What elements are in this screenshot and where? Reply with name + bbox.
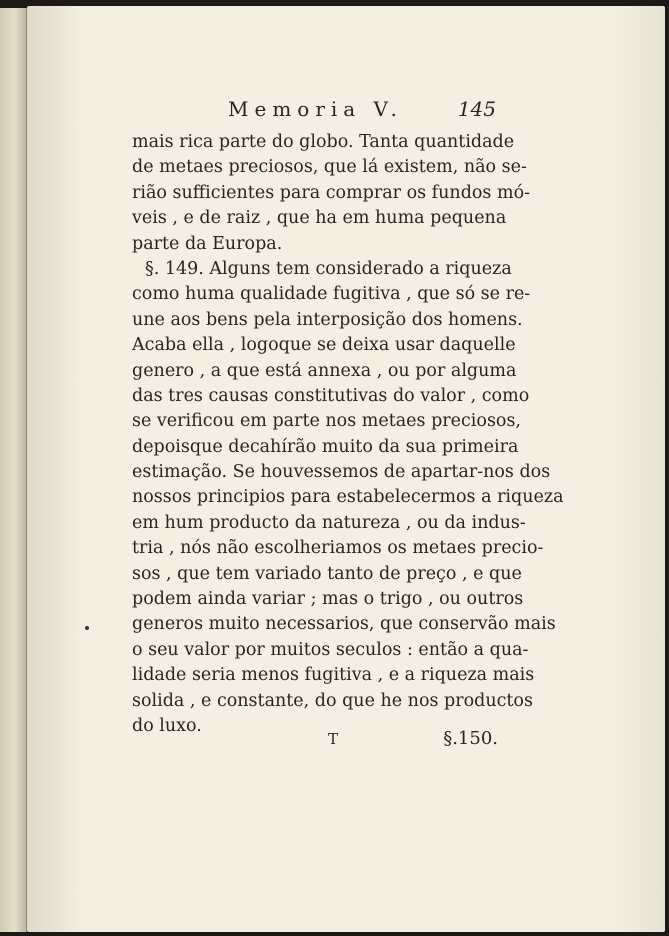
text-line: parte da Europa. bbox=[132, 233, 283, 254]
page-footer bbox=[328, 728, 498, 754]
page-number: 145 bbox=[457, 97, 496, 121]
text-line: como huma qualidade fugitiva , que só se re- bbox=[132, 284, 531, 305]
paragraph-start-line: §. 149. Alguns tem considerado a riqueza bbox=[145, 258, 512, 279]
text-line: veis , e de raiz , que ha em huma pequena bbox=[132, 208, 507, 229]
text-line: nossos principios para estabelecermos a riqueza bbox=[132, 487, 564, 508]
text-line: se verificou em parte nos metaes preciosos, bbox=[132, 411, 521, 432]
text-line: do luxo. bbox=[132, 715, 202, 736]
text-line: mais rica parte do globo. Tanta quantidade bbox=[132, 132, 515, 152]
text-line: das tres causas constitutivas do valor , como bbox=[132, 385, 530, 406]
text-line: sos , que tem variado tanto de preço , e que bbox=[132, 563, 522, 584]
text-line: lidade seria menos fugitiva , e a riqueza mais bbox=[132, 665, 535, 686]
text-line: Acaba ella , logoque se deixa usar daquelle bbox=[132, 335, 516, 356]
text-line: de metaes preciosos, que lá existem, não se- bbox=[132, 157, 527, 178]
text-line: em hum producto da natureza , ou da indus- bbox=[132, 512, 526, 533]
text-line: une aos bens pela interposição dos homens. bbox=[132, 309, 523, 330]
catchword: §.150. bbox=[443, 728, 498, 749]
ink-speck bbox=[85, 626, 89, 630]
text-line: podem ainda variar ; mas o trigo , ou outros bbox=[132, 589, 524, 610]
signature-mark: T bbox=[328, 730, 339, 748]
page-header bbox=[228, 97, 496, 127]
text-line: genero , a que está annexa , ou por alguma bbox=[132, 360, 517, 381]
running-title: Memoria V. bbox=[228, 97, 403, 121]
text-line: tria , nós não escolheriamos os metaes precio- bbox=[132, 538, 544, 559]
text-line: rião sufficientes para comprar os fundos mó- bbox=[132, 182, 531, 203]
body-text bbox=[132, 130, 564, 739]
facing-page-edge bbox=[0, 8, 27, 932]
text-line: depoisque decahírão muito da sua primeira bbox=[132, 436, 519, 457]
text-line: generos muito necessarios, que conservão mais bbox=[132, 614, 556, 635]
text-line: solida , e constante, do que he nos productos bbox=[132, 690, 533, 711]
text-line: estimação. Se houvessemos de apartar-nos dos bbox=[132, 462, 551, 483]
text-line: o seu valor por muitos seculos : então a qua- bbox=[132, 639, 529, 660]
